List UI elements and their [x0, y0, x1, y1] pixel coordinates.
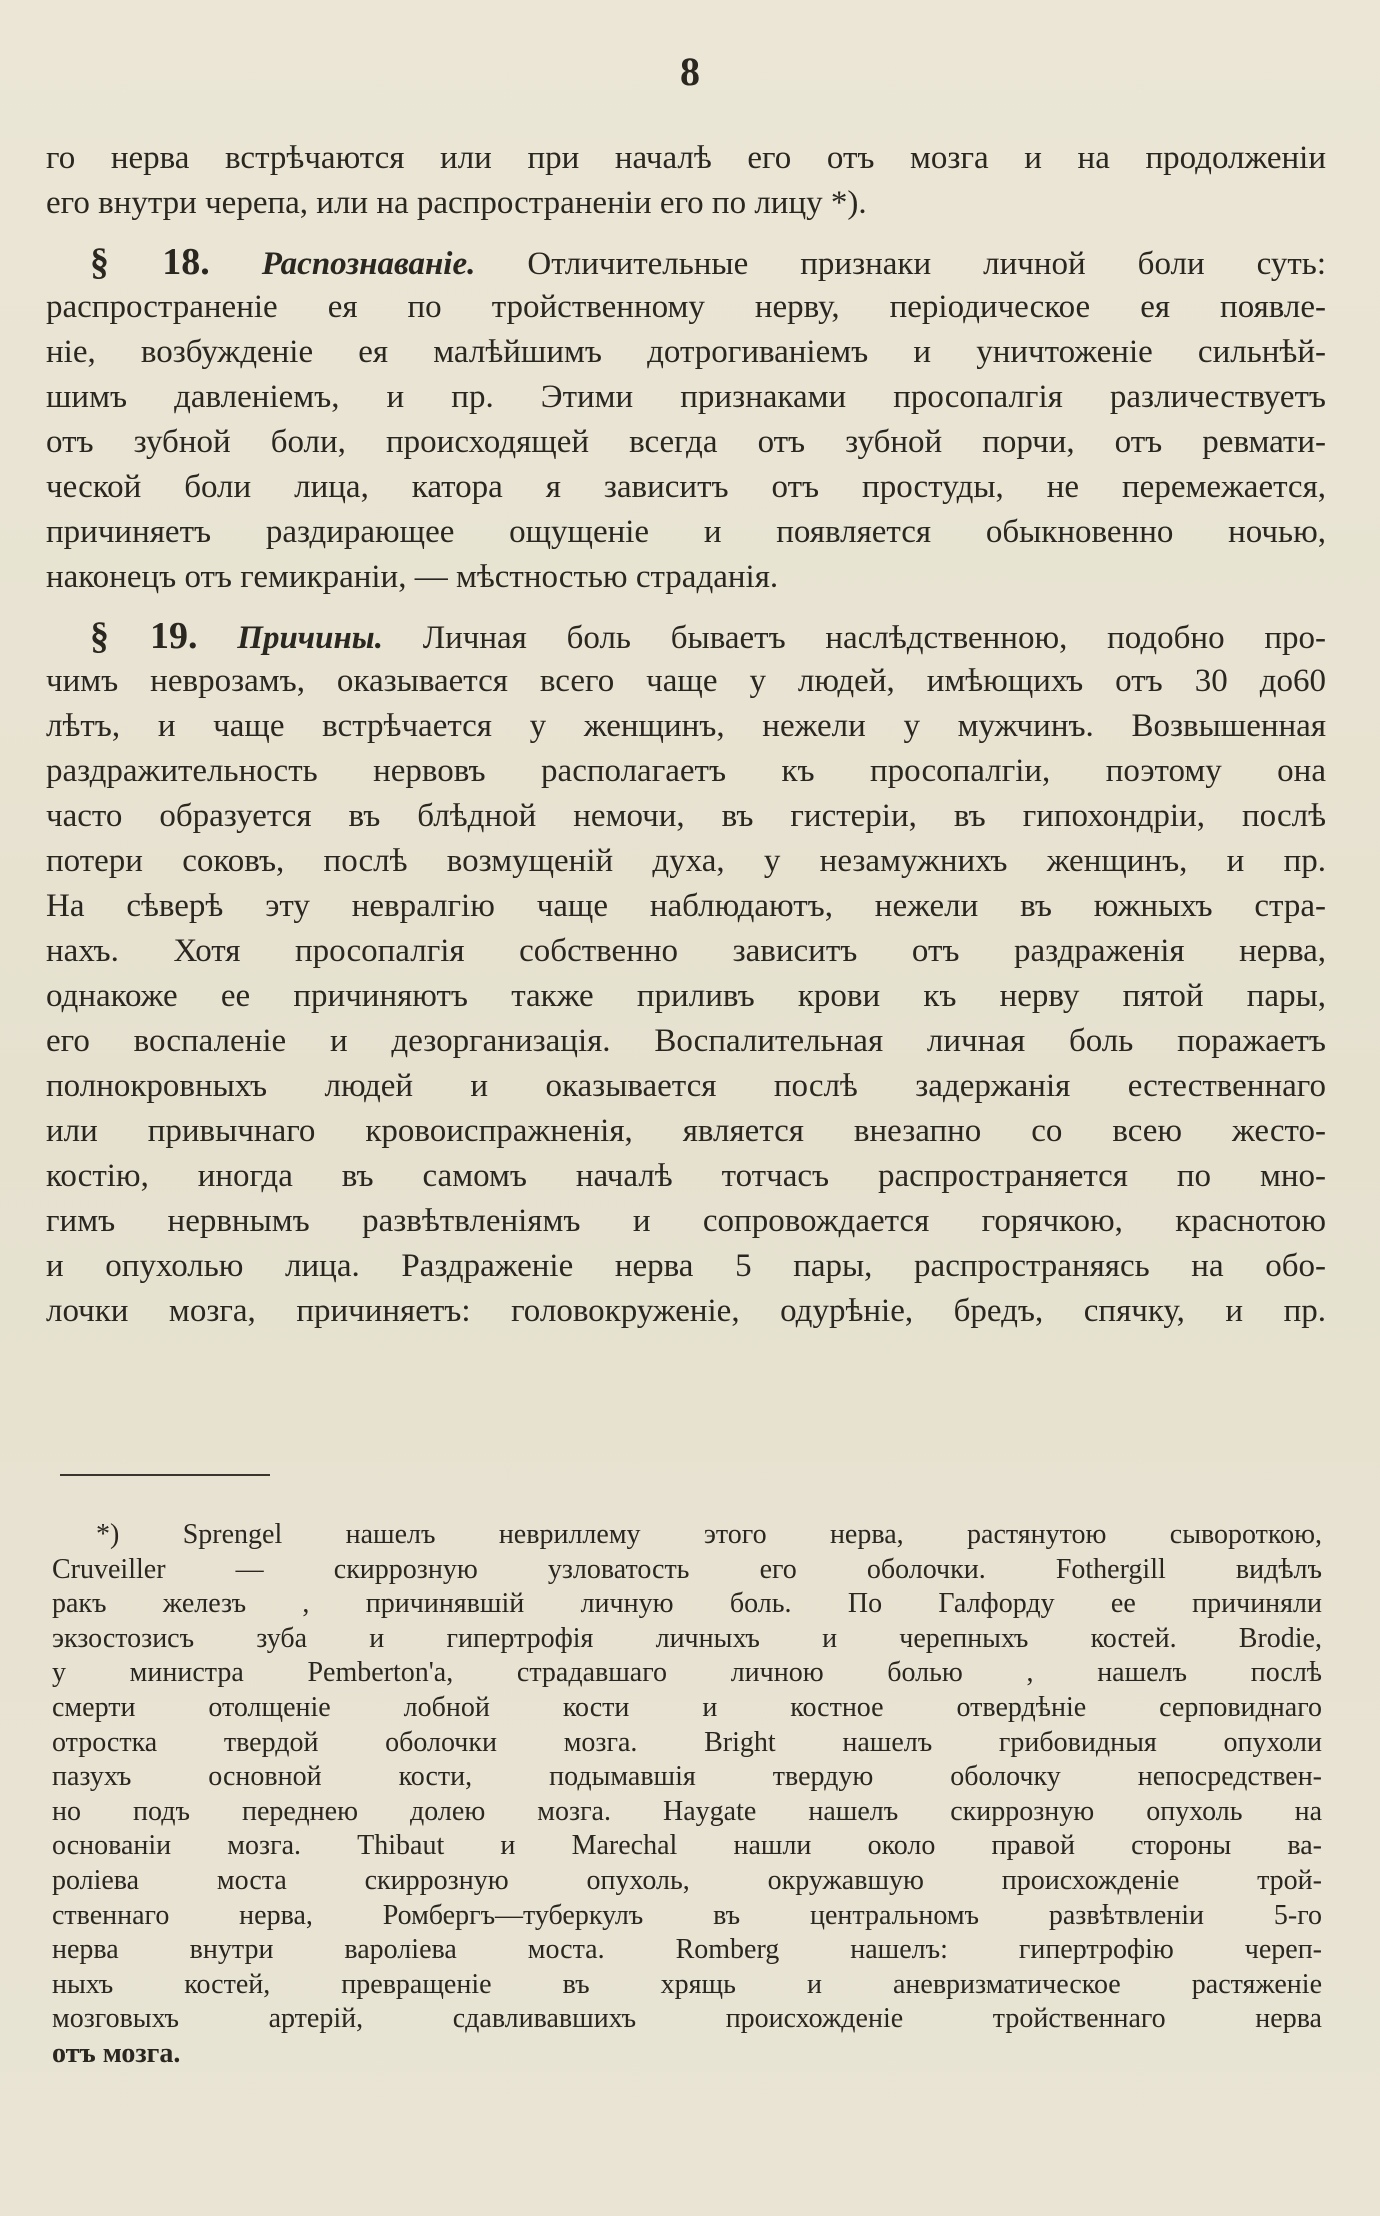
- text-line: его воспаленіе и дезорганизація. Воспалительная личная боль поражаетъ: [46, 1023, 1326, 1059]
- footnote-last-text: отъ мозга.: [52, 2037, 181, 2069]
- intro-paragraph: [46, 136, 1326, 226]
- text-line: ніе, возбужденіе ея малѣйшимъ дотрогиваніемъ и уничтоженіе сильнѣй-: [46, 334, 1326, 370]
- text-line: чимъ неврозамъ, оказывается всего чаще у людей, имѣющихъ отъ 30 до60: [46, 663, 1326, 699]
- section-18-first-line: [46, 240, 1326, 285]
- section-19-number: § 19.: [90, 615, 198, 657]
- section-19-paragraph: [46, 614, 1326, 1334]
- section-19-first-line: [46, 614, 1326, 659]
- text-line: его внутри черепа, или на распространеніи его по лицу *).: [46, 185, 867, 221]
- text-line: гимъ нервнымъ развѣтвленіямъ и сопровождается горячкою, краснотою: [46, 1203, 1326, 1239]
- footnote-line: *) Sprengel нашелъ невриллему этого нерва, растянутою сывороткою,: [96, 1519, 1322, 1550]
- text-line: отъ зубной боли, происходящей всегда отъ зубной порчи, отъ ревмати-: [46, 424, 1326, 460]
- section-19-title: Причины.: [237, 620, 383, 656]
- text-line: или привычнаго кровоиспражненія, является внезапно со всею жесто-: [46, 1113, 1326, 1149]
- page-number: 8: [680, 49, 700, 94]
- section-19-first-line-text: Личная боль бываетъ наслѣдственною, подобно про-: [422, 620, 1326, 656]
- text-line: раздражительность нервовъ располагаетъ къ просопалгіи, поэтому она: [46, 753, 1326, 789]
- text-line: полнокровныхъ людей и оказывается послѣ задержанія естественнаго: [46, 1068, 1326, 1104]
- footnote-line: мозговыхъ артерій, сдавливавшихъ происхожденіе тройственнаго нерва: [52, 2003, 1322, 2035]
- text-line: причиняетъ раздирающее ощущеніе и появляется обыкновенно ночью,: [46, 514, 1326, 550]
- footnote-line: у министра Pemberton'а, страдавшаго личною болью , нашелъ послѣ: [52, 1657, 1322, 1689]
- footnote: [52, 1518, 1322, 2072]
- text-line: нахъ. Хотя просопалгія собственно зависитъ отъ раздраженія нерва,: [46, 933, 1326, 969]
- text-line: шимъ давленіемъ, и пр. Этими признаками просопалгія различествуетъ: [46, 379, 1326, 415]
- section-18-paragraph: [46, 240, 1326, 600]
- text-line: костію, иногда въ самомъ началѣ тотчасъ распространяется по мно-: [46, 1158, 1326, 1194]
- text-line: На сѣверѣ эту невралгію чаще наблюдаютъ, нежели въ южныхъ стра-: [46, 888, 1326, 924]
- footnote-line: экзостозисъ зуба и гипертрофія личныхъ и черепныхъ костей. Brodie,: [52, 1622, 1322, 1654]
- footnote-line: отростка твердой оболочки мозга. Bright нашелъ грибовидныя опухоли: [52, 1726, 1322, 1758]
- text-line: распространеніе ея по тройственному нерву, періодическое ея появле-: [46, 289, 1326, 325]
- section-18-first-line-text: Отличительные признаки личной боли суть:: [527, 246, 1326, 282]
- text-line: лѣтъ, и чаще встрѣчается у женщинъ, нежели у мужчинъ. Возвышенная: [46, 708, 1326, 744]
- footnote-line: роліева моста скиррозную опухоль, окружавшую происхожденіе трой-: [52, 1864, 1322, 1896]
- footnote-line: но подъ переднею долею мозга. Haygate нашелъ скиррозную опухоль на: [52, 1795, 1322, 1827]
- footnote-line: ныхъ костей, превращеніе въ хрящь и аневризматическое растяженіе: [52, 1968, 1322, 2000]
- text-line: однакоже ее причиняютъ также приливъ крови къ нерву пятой пары,: [46, 978, 1326, 1014]
- section-18-number: § 18.: [90, 241, 210, 283]
- text-line: часто образуется въ блѣдной немочи, въ гистеріи, въ гипохондріи, послѣ: [46, 798, 1326, 834]
- text-line: и опухолью лица. Раздраженіе нерва 5 пары, распространяясь на обо-: [46, 1248, 1326, 1284]
- section-18-title: Распознаваніе.: [261, 246, 476, 282]
- footnote-line: ственнаго нерва, Ромбергъ—туберкулъ въ центральномъ развѣтвленіи 5-го: [52, 1899, 1322, 1931]
- text-line: ческой боли лица, катора я зависитъ отъ простуды, не перемежается,: [46, 469, 1326, 505]
- footnote-line: пазухъ основной кости, подымавшія твердую оболочку непосредствен-: [52, 1761, 1322, 1793]
- footnote-line: основаніи мозга. Thibaut и Marechal нашли около правой стороны ва-: [52, 1830, 1322, 1862]
- text-line: потери соковъ, послѣ возмущеній духа, у незамужнихъ женщинъ, и пр.: [46, 843, 1326, 879]
- text-line: наконецъ отъ гемикраніи, — мѣстностью страданія.: [46, 559, 779, 595]
- footnote-line: Cruveiller — скиррозную узловатость его оболочки. Fothergill видѣлъ: [52, 1553, 1322, 1585]
- footnote-line: нерва внутри вароліева моста. Romberg нашелъ: гипертрофію череп-: [52, 1934, 1322, 1966]
- footnote-separator: [60, 1474, 270, 1476]
- footnote-line: ракъ железъ , причинявшій личную боль. По Галфорду ее причиняли: [52, 1588, 1322, 1620]
- text-line: лочки мозга, причиняетъ: головокруженіе, одурѣніе, бредъ, спячку, и пр.: [46, 1293, 1326, 1329]
- footnote-line: [52, 2037, 1322, 2072]
- main-text: [46, 136, 1326, 1348]
- text-line: го нерва встрѣчаются или при началѣ его отъ мозга и на продолженіи: [46, 140, 1326, 176]
- footnote-line: смерти отолщеніе лобной кости и костное отвердѣніе серповиднаго: [52, 1691, 1322, 1723]
